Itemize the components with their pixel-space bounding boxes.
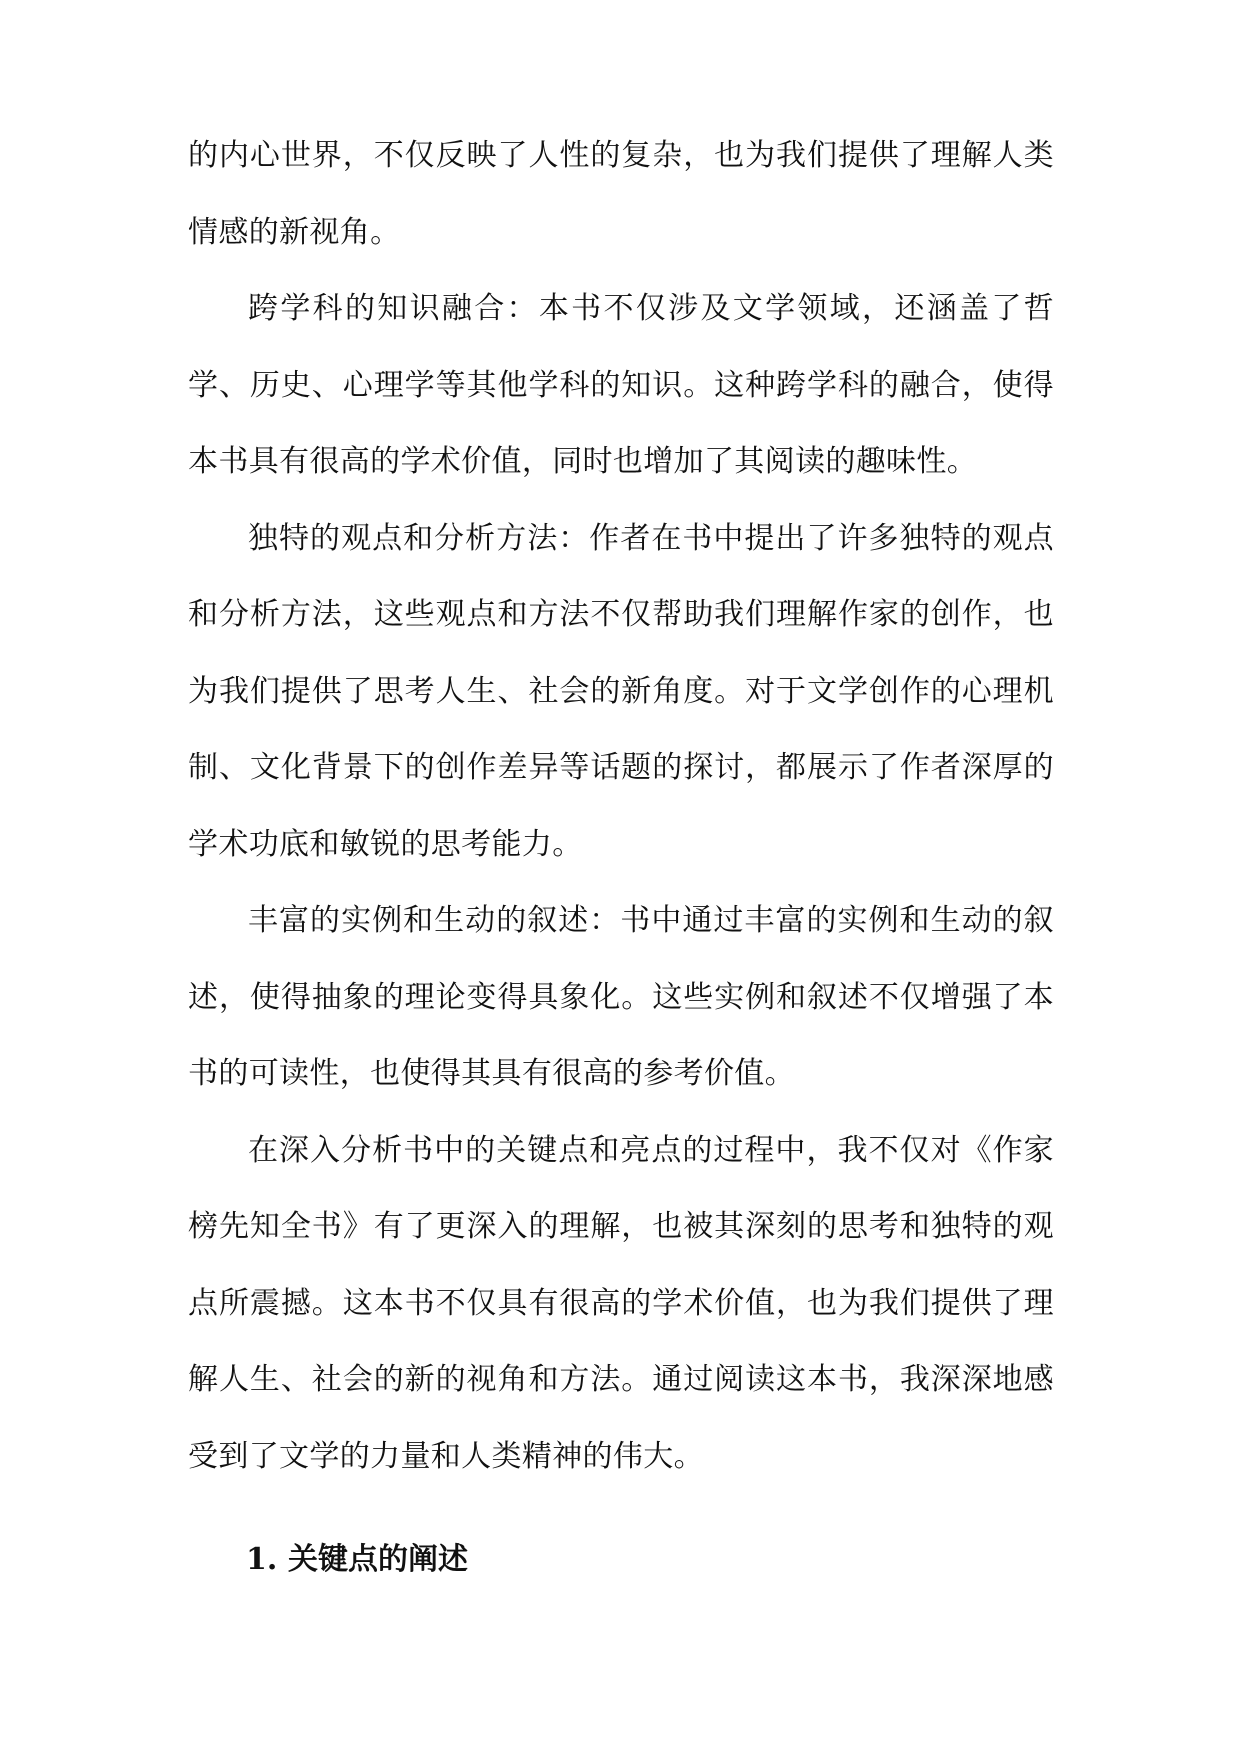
- paragraph-conclusion: 在深入分析书中的关键点和亮点的过程中，我不仅对《作家榜先知全书》有了更深入的理解，也被其深刻的思考和独特的观点所震撼。这本书不仅具有很高的学术价值，也为我们提供了理解人生、社会的新的视角和方法。通过阅读这本书，我深深地感受到了文学的力量和人类精神的伟大。: [188, 1132, 1054, 1474]
- section-number: 1.: [246, 1542, 278, 1577]
- section-heading: [246, 1540, 468, 1580]
- paragraph-continuation: 的内心世界，不仅反映了人性的复杂，也为我们提供了理解人类情感的新视角。: [188, 138, 1054, 250]
- paragraph-interdisciplinary: 跨学科的知识融合：本书不仅涉及文学领域，还涵盖了哲学、历史、心理学等其他学科的知识。这种跨学科的融合，使得本书具有很高的学术价值，同时也增加了其阅读的趣味性。: [188, 291, 1054, 479]
- paragraph-unique-views: 独特的观点和分析方法：作者在书中提出了许多独特的观点和分析方法，这些观点和方法不仅帮助我们理解作家的创作，也为我们提供了思考人生、社会的新角度。对于文学创作的心理机制、文化背景下的创作差异等话题的探讨，都展示了作者深厚的学术功底和敏锐的思考能力。: [188, 520, 1054, 862]
- section-title: 关键点的阐述: [288, 1542, 468, 1577]
- paragraph-rich-examples: 丰富的实例和生动的叙述：书中通过丰富的实例和生动的叙述，使得抽象的理论变得具象化。这些实例和叙述不仅增强了本书的可读性，也使得其具有很高的参考价值。: [188, 903, 1054, 1091]
- document-body: [188, 118, 1054, 1495]
